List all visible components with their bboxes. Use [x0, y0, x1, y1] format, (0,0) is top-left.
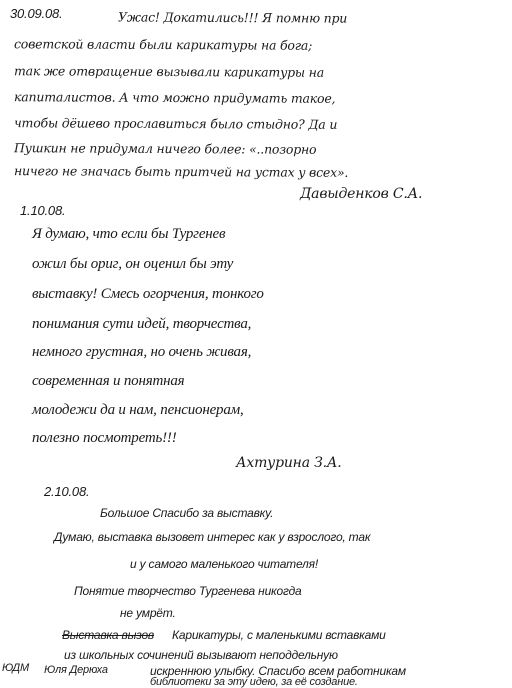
entry-3-line-1: Большое Спасибо за выставку.: [100, 506, 274, 520]
entry-3-line-2: Думаю, выставка вызовет интерес как у взрослого, так: [54, 530, 371, 544]
entry-3-line-5: не умрёт.: [120, 606, 176, 620]
entry-3-line-6: [62, 628, 154, 642]
entry-2-line-1: Я думаю, что если бы Тургенев: [32, 226, 226, 242]
struck-words: Выставка вызов: [62, 628, 154, 642]
entry-3-line-3: и у самого маленького читателя!: [130, 557, 318, 571]
entry-3-initials: ЮДМ: [2, 662, 29, 674]
entry-1-line-7: ничего не значась быть притчей на устах у всех».: [13, 163, 349, 180]
entry-2-line-7: молодежи да и нам, пенсионерам,: [32, 402, 244, 418]
entry-1-signature: Давыденков С.А.: [300, 186, 423, 202]
entry-1-line-1: Ужас! Докатились!!! Я помню при: [117, 9, 348, 26]
entry-3-line-7: из школьных сочинений вызывают неподдельную: [64, 648, 338, 662]
entry-2-line-3: выставку! Смесь огорчения, тонкого: [32, 286, 264, 302]
entry-2-line-8: полезно посмотреть!!!: [32, 430, 177, 446]
entry-2-date: 1.10.08.: [20, 203, 66, 218]
entry-2-line-2: ожил бы ориг, он оценил бы эту: [32, 256, 234, 272]
entry-3-date: 2.10.08.: [44, 484, 90, 499]
entry-3-line-9: библиотеки за эту идею, за её создание.: [150, 676, 358, 688]
entry-3-signature: Юля Дерюха: [44, 664, 108, 676]
entry-3-line-4: Понятие творчество Тургенева никогда: [74, 584, 302, 598]
entry-1-line-3: так же отвращение вызывали карикатуры на: [13, 63, 325, 80]
entry-2-signature: Ахтурина З.А.: [236, 455, 342, 471]
entry-1-date: 30.09.08.: [10, 6, 63, 21]
entry-1-line-2: советской власти были карикатуры на бога;: [13, 36, 313, 53]
entry-1-line-5: чтобы дёшево прославиться было стыдно? Да и: [13, 115, 338, 132]
entry-3-line-6-rest: Карикатуры, с маленькими вставками: [172, 628, 386, 642]
entry-2-line-5: немного грустная, но очень живая,: [32, 344, 252, 360]
entry-1-line-4: капиталистов. А что можно придумать такое,: [13, 89, 336, 106]
entry-2-line-4: понимания сути идей, творчества,: [32, 316, 252, 332]
entry-3-line-8: искреннюю улыбку. Спасибо всем работникам: [150, 664, 406, 678]
entry-2-line-6: современная и понятная: [32, 373, 185, 389]
entry-1-line-6: Пушкин не придумал ничего более: «..позорно: [13, 140, 317, 157]
